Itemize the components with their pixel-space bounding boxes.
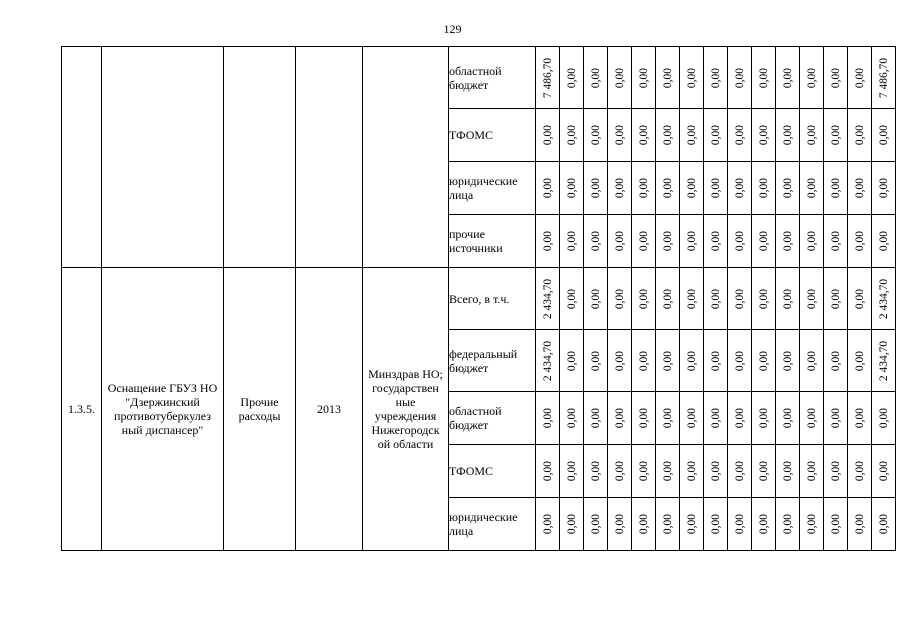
value-cell: [608, 162, 632, 215]
value-text: 0,00: [829, 230, 842, 252]
value-cell: [536, 47, 560, 109]
value-text: 0,00: [733, 177, 746, 199]
value-text: 0,00: [613, 350, 626, 371]
value-text: 0,00: [781, 177, 794, 199]
value-text: 0,00: [877, 407, 890, 429]
value-text: 0,00: [685, 67, 698, 88]
value-text: 0,00: [781, 407, 794, 429]
value-cell: [824, 162, 848, 215]
value-cell: [632, 445, 656, 498]
value-cell: [680, 445, 704, 498]
value-cell: [848, 47, 872, 109]
value-text: 0,00: [829, 407, 842, 429]
value-cell: [584, 498, 608, 551]
value-cell: [872, 47, 896, 109]
value-text: 0,00: [565, 230, 578, 252]
value-text: 0,00: [733, 407, 746, 429]
value-text: 0,00: [565, 350, 578, 371]
source-cell: областной бюджет: [449, 47, 536, 109]
value-cell: [656, 162, 680, 215]
value-cell: [560, 445, 584, 498]
expense-cell-empty: [224, 47, 296, 268]
value-text: 2 434,70: [877, 278, 890, 319]
value-text: 0,00: [613, 230, 626, 252]
item-name: Оснащение ГБУЗ НО "Дзержинский противотуберкулез ный диспансер": [102, 268, 224, 551]
value-cell: [536, 162, 560, 215]
value-cell: [728, 330, 752, 392]
value-cell: [704, 392, 728, 445]
value-cell: [608, 330, 632, 392]
value-cell: [824, 498, 848, 551]
value-text: 0,00: [757, 513, 770, 535]
value-text: 0,00: [805, 350, 818, 371]
value-text: 0,00: [589, 177, 602, 199]
value-cell: [872, 330, 896, 392]
value-text: 0,00: [637, 460, 650, 482]
value-cell: [752, 498, 776, 551]
value-text: 0,00: [853, 513, 866, 535]
value-cell: [800, 330, 824, 392]
value-cell: [656, 215, 680, 268]
value-text: 0,00: [781, 460, 794, 482]
value-text: 0,00: [733, 460, 746, 482]
value-text: 2 434,70: [877, 340, 890, 381]
value-text: 0,00: [565, 407, 578, 429]
value-text: 0,00: [733, 67, 746, 88]
value-text: 0,00: [613, 460, 626, 482]
value-cell: [560, 162, 584, 215]
value-cell: [536, 498, 560, 551]
source-cell: Всего, в т.ч.: [449, 268, 536, 330]
value-text: 0,00: [661, 288, 674, 309]
value-text: 0,00: [661, 230, 674, 252]
value-cell: [656, 47, 680, 109]
value-cell: [872, 162, 896, 215]
value-text: 0,00: [733, 124, 746, 146]
value-text: 0,00: [661, 407, 674, 429]
value-text: 0,00: [733, 230, 746, 252]
value-cell: [872, 215, 896, 268]
value-text: 0,00: [829, 67, 842, 88]
value-text: 0,00: [589, 230, 602, 252]
budget-table: [61, 46, 896, 551]
source-cell: юридические лица: [449, 162, 536, 215]
value-cell: [776, 268, 800, 330]
value-cell: [584, 330, 608, 392]
value-cell: [680, 162, 704, 215]
value-cell: [776, 109, 800, 162]
value-cell: [608, 392, 632, 445]
value-cell: [704, 445, 728, 498]
value-cell: [728, 215, 752, 268]
value-text: 0,00: [853, 460, 866, 482]
value-text: 0,00: [829, 350, 842, 371]
value-text: 0,00: [853, 177, 866, 199]
value-cell: [752, 445, 776, 498]
value-text: 0,00: [661, 460, 674, 482]
value-cell: [728, 392, 752, 445]
value-cell: [752, 268, 776, 330]
value-cell: [680, 215, 704, 268]
table-row: [62, 47, 896, 109]
value-text: 0,00: [877, 230, 890, 252]
value-text: 0,00: [685, 350, 698, 371]
source-cell: прочие источники: [449, 215, 536, 268]
value-cell: [848, 268, 872, 330]
value-cell: [776, 498, 800, 551]
source-cell: ТФОМС: [449, 109, 536, 162]
value-text: 0,00: [805, 288, 818, 309]
value-cell: [536, 330, 560, 392]
value-cell: [656, 498, 680, 551]
value-text: 0,00: [565, 124, 578, 146]
value-cell: [584, 162, 608, 215]
value-text: 0,00: [541, 124, 554, 146]
value-cell: [752, 330, 776, 392]
value-cell: [776, 445, 800, 498]
value-cell: [680, 330, 704, 392]
value-text: 0,00: [781, 513, 794, 535]
value-cell: [824, 109, 848, 162]
value-cell: [848, 162, 872, 215]
value-text: 0,00: [709, 288, 722, 309]
value-text: 0,00: [829, 124, 842, 146]
item-year: 2013: [296, 268, 363, 551]
value-cell: [776, 392, 800, 445]
value-cell: [608, 47, 632, 109]
value-text: 0,00: [877, 460, 890, 482]
value-text: 0,00: [709, 407, 722, 429]
value-text: 0,00: [661, 67, 674, 88]
number-cell-empty: [62, 47, 102, 268]
value-cell: [584, 268, 608, 330]
value-text: 0,00: [613, 177, 626, 199]
value-text: 0,00: [757, 407, 770, 429]
value-text: 0,00: [709, 350, 722, 371]
value-cell: [824, 445, 848, 498]
value-text: 0,00: [709, 230, 722, 252]
value-cell: [824, 330, 848, 392]
value-text: 0,00: [709, 460, 722, 482]
value-text: 0,00: [541, 230, 554, 252]
value-cell: [608, 445, 632, 498]
value-text: 0,00: [757, 288, 770, 309]
value-text: 0,00: [805, 124, 818, 146]
value-cell: [680, 109, 704, 162]
value-cell: [560, 268, 584, 330]
value-text: 0,00: [637, 513, 650, 535]
value-cell: [584, 215, 608, 268]
value-cell: [680, 498, 704, 551]
value-text: 7 486,70: [541, 57, 554, 98]
value-cell: [848, 392, 872, 445]
value-text: 0,00: [685, 460, 698, 482]
value-text: 0,00: [589, 288, 602, 309]
value-cell: [632, 162, 656, 215]
value-cell: [656, 392, 680, 445]
value-cell: [800, 47, 824, 109]
value-text: 0,00: [829, 177, 842, 199]
value-cell: [800, 215, 824, 268]
source-cell: федеральный бюджет: [449, 330, 536, 392]
value-text: 0,00: [757, 460, 770, 482]
value-cell: [824, 268, 848, 330]
value-text: 0,00: [805, 460, 818, 482]
source-cell: юридические лица: [449, 498, 536, 551]
value-cell: [656, 109, 680, 162]
value-cell: [776, 162, 800, 215]
value-cell: [728, 109, 752, 162]
value-cell: [704, 330, 728, 392]
value-cell: [752, 162, 776, 215]
value-text: 0,00: [613, 513, 626, 535]
value-text: 0,00: [613, 124, 626, 146]
value-cell: [656, 445, 680, 498]
value-text: 7 486,70: [877, 57, 890, 98]
value-cell: [800, 445, 824, 498]
value-text: 0,00: [853, 124, 866, 146]
value-cell: [800, 268, 824, 330]
year-cell-empty: [296, 47, 363, 268]
value-cell: [728, 445, 752, 498]
value-cell: [800, 162, 824, 215]
value-text: 0,00: [685, 177, 698, 199]
value-cell: [872, 268, 896, 330]
value-text: 0,00: [805, 177, 818, 199]
value-cell: [632, 268, 656, 330]
value-text: 0,00: [565, 288, 578, 309]
value-cell: [584, 445, 608, 498]
value-cell: [824, 47, 848, 109]
value-text: 0,00: [733, 513, 746, 535]
value-text: 0,00: [565, 513, 578, 535]
value-cell: [584, 47, 608, 109]
value-text: 0,00: [685, 407, 698, 429]
value-text: 0,00: [805, 407, 818, 429]
value-text: 0,00: [661, 177, 674, 199]
value-text: 0,00: [589, 407, 602, 429]
value-cell: [536, 215, 560, 268]
value-text: 0,00: [709, 513, 722, 535]
value-text: 0,00: [733, 288, 746, 309]
value-cell: [848, 215, 872, 268]
value-text: 0,00: [829, 288, 842, 309]
value-cell: [536, 445, 560, 498]
value-text: 0,00: [637, 407, 650, 429]
value-text: 0,00: [781, 230, 794, 252]
value-cell: [560, 47, 584, 109]
value-text: 0,00: [709, 124, 722, 146]
value-cell: [560, 498, 584, 551]
value-text: 0,00: [853, 288, 866, 309]
value-cell: [584, 109, 608, 162]
value-cell: [632, 215, 656, 268]
value-text: 0,00: [589, 513, 602, 535]
source-cell: ТФОМС: [449, 445, 536, 498]
value-cell: [824, 215, 848, 268]
value-text: 0,00: [757, 67, 770, 88]
value-cell: [680, 47, 704, 109]
value-text: 0,00: [637, 67, 650, 88]
page-number: 129: [443, 22, 462, 36]
source-cell: областной бюджет: [449, 392, 536, 445]
value-text: 0,00: [877, 513, 890, 535]
value-text: 0,00: [589, 124, 602, 146]
value-text: 0,00: [853, 407, 866, 429]
value-text: 0,00: [757, 177, 770, 199]
value-cell: [728, 162, 752, 215]
value-cell: [560, 109, 584, 162]
value-cell: [704, 215, 728, 268]
value-cell: [704, 109, 728, 162]
value-text: 0,00: [565, 460, 578, 482]
value-text: 0,00: [781, 124, 794, 146]
value-text: 0,00: [637, 350, 650, 371]
value-text: 0,00: [589, 460, 602, 482]
value-text: 0,00: [565, 67, 578, 88]
value-text: 0,00: [685, 124, 698, 146]
value-text: 0,00: [829, 460, 842, 482]
value-text: 0,00: [805, 67, 818, 88]
value-cell: [848, 498, 872, 551]
value-cell: [752, 392, 776, 445]
value-cell: [536, 109, 560, 162]
value-cell: [608, 268, 632, 330]
value-cell: [560, 215, 584, 268]
value-text: 0,00: [781, 288, 794, 309]
value-text: 0,00: [637, 288, 650, 309]
value-cell: [704, 47, 728, 109]
value-cell: [704, 498, 728, 551]
value-cell: [776, 47, 800, 109]
value-cell: [608, 498, 632, 551]
value-cell: [752, 109, 776, 162]
value-cell: [560, 330, 584, 392]
value-cell: [872, 109, 896, 162]
value-text: 0,00: [709, 177, 722, 199]
executor-cell-empty: [363, 47, 449, 268]
value-cell: [728, 47, 752, 109]
value-text: 0,00: [637, 177, 650, 199]
item-expense-type: Прочие расходы: [224, 268, 296, 551]
name-cell-empty: [102, 47, 224, 268]
value-cell: [632, 109, 656, 162]
value-text: 0,00: [661, 124, 674, 146]
value-cell: [704, 268, 728, 330]
value-cell: [680, 268, 704, 330]
value-cell: [632, 330, 656, 392]
value-text: 0,00: [877, 177, 890, 199]
value-text: 0,00: [613, 288, 626, 309]
value-text: 0,00: [685, 513, 698, 535]
value-cell: [560, 392, 584, 445]
value-text: 0,00: [661, 513, 674, 535]
value-cell: [608, 109, 632, 162]
value-text: 0,00: [757, 230, 770, 252]
item-number: 1.3.5.: [62, 268, 102, 551]
value-cell: [704, 162, 728, 215]
value-text: 0,00: [637, 230, 650, 252]
value-cell: [800, 498, 824, 551]
value-cell: [536, 392, 560, 445]
value-cell: [728, 498, 752, 551]
value-text: 0,00: [877, 124, 890, 146]
value-cell: [872, 445, 896, 498]
value-cell: [680, 392, 704, 445]
value-cell: [536, 268, 560, 330]
value-text: 0,00: [541, 177, 554, 199]
value-cell: [800, 392, 824, 445]
value-text: 0,00: [613, 407, 626, 429]
value-text: 0,00: [805, 230, 818, 252]
value-cell: [752, 215, 776, 268]
value-cell: [848, 109, 872, 162]
value-cell: [632, 498, 656, 551]
value-cell: [848, 445, 872, 498]
value-cell: [632, 392, 656, 445]
value-text: 2 434,70: [541, 340, 554, 381]
value-cell: [656, 268, 680, 330]
value-text: 0,00: [613, 67, 626, 88]
value-text: 0,00: [853, 350, 866, 371]
value-cell: [872, 392, 896, 445]
value-text: 0,00: [853, 230, 866, 252]
value-cell: [824, 392, 848, 445]
value-text: 2 434,70: [541, 278, 554, 319]
value-cell: [584, 392, 608, 445]
value-cell: [776, 215, 800, 268]
value-text: 0,00: [685, 230, 698, 252]
value-text: 0,00: [733, 350, 746, 371]
value-text: 0,00: [565, 177, 578, 199]
value-cell: [752, 47, 776, 109]
value-text: 0,00: [829, 513, 842, 535]
value-text: 0,00: [757, 350, 770, 371]
value-text: 0,00: [781, 67, 794, 88]
item-executor: Минздрав НО; государствен ные учреждения Нижегородск ой области: [363, 268, 449, 551]
value-text: 0,00: [589, 67, 602, 88]
value-text: 0,00: [709, 67, 722, 88]
value-text: 0,00: [661, 350, 674, 371]
value-cell: [848, 330, 872, 392]
value-text: 0,00: [589, 350, 602, 371]
value-text: 0,00: [685, 288, 698, 309]
value-text: 0,00: [541, 513, 554, 535]
value-cell: [656, 330, 680, 392]
value-cell: [728, 268, 752, 330]
value-text: 0,00: [757, 124, 770, 146]
value-text: 0,00: [637, 124, 650, 146]
value-text: 0,00: [805, 513, 818, 535]
value-text: 0,00: [541, 460, 554, 482]
value-cell: [872, 498, 896, 551]
value-cell: [608, 215, 632, 268]
value-cell: [776, 330, 800, 392]
value-cell: [632, 47, 656, 109]
table-row: [62, 268, 896, 330]
value-text: 0,00: [853, 67, 866, 88]
value-text: 0,00: [541, 407, 554, 429]
value-text: 0,00: [781, 350, 794, 371]
value-cell: [800, 109, 824, 162]
